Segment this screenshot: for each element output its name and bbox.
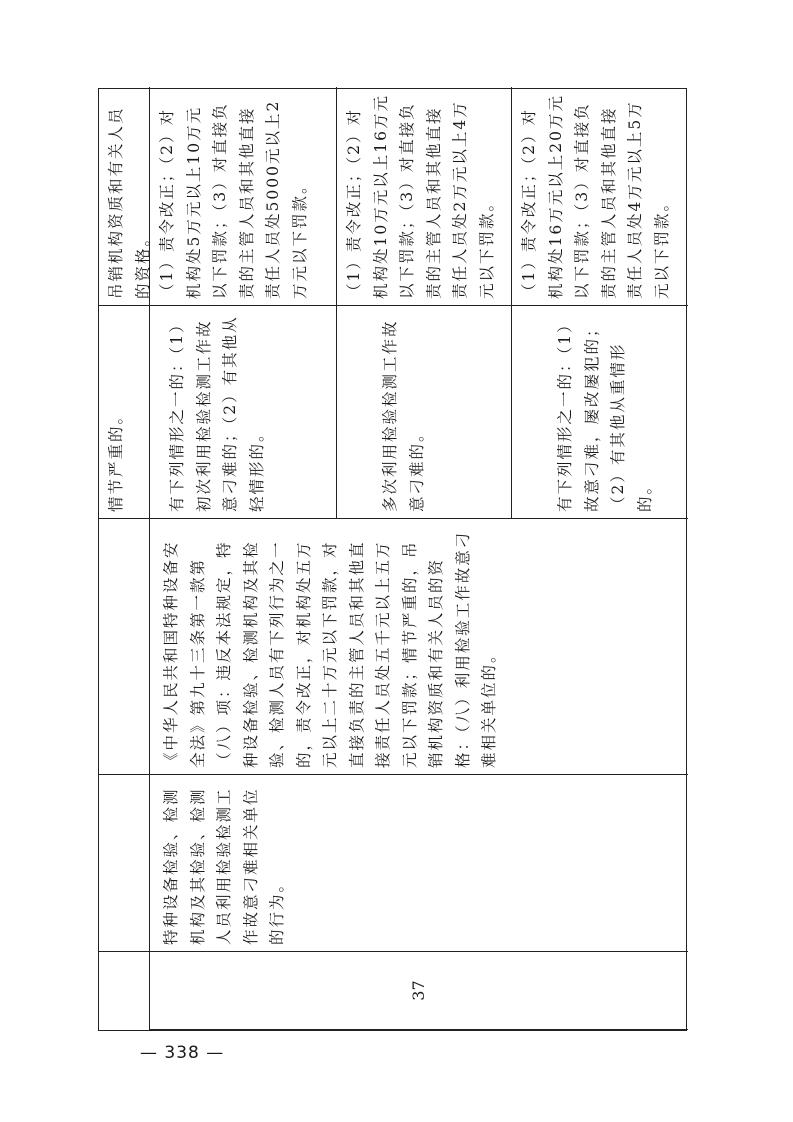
penalty-cell: （1）责令改正；（2）对机构处16万元以上20万元以下罚款；（3）对直接负责的主管人员和其他直接责任人员处4万元以上5万元以下罚款。 [511,87,688,306]
penalty-cell: （1）责令改正；（2）对机构处5万元以上10万元以下罚款；（3）对直接负责的主管人员和其他直接责任人员处5000元以上2万元以下罚款。 [149,87,336,306]
circumstance-cell: 多次利用检验检测工作故意刁难的。 [336,306,511,519]
table-row [99,87,152,1030]
basis-cell [99,519,149,775]
violation-cell: 特种设备检验、检测机构及其检验、检测人员利用检验检测工作故意刁难相关单位的行为。 [149,775,688,952]
seq-cell [99,952,149,1030]
page-number: — 338 — [140,1043,225,1063]
circumstance-cell: 有下列情形之一的：（1）初次利用检验检测工作故意刁难的；（2）有其他从轻情形的。 [149,306,336,519]
violation-cell [99,775,149,952]
penalty-cell: 吊销机构资质和有关人员的资格。 [99,87,149,306]
circumstance-cell: 有下列情形之一的：（1）故意刁难，屡改屡犯的；（2）有其他从重情形的。 [511,306,688,519]
penalty-table [98,88,687,1031]
circumstance-cell: 情节严重的。 [99,306,149,519]
seq-cell: 37 [149,952,688,1030]
legal-basis-cell: 《中华人民共和国特种设备安全法》第九十三条第一款第（八）项：违反本法规定，特种设备检验、检测机构及其检验、检测人员有下列行为之一的，责令改正，对机构处五万元以上二十万元以下罚款，对直接负责的主管人员和其他直接责任人员处五千元以上五万元以下罚款；情节严重的，吊销机构资质和有关人员的资格：（八）利用检验工作故意刁难相关单位的。 [149,519,688,775]
penalty-cell: （1）责令改正；（2）对机构处10万元以上16万元以下罚款；（3）对直接负责的主管人员和其他直接责任人员处2万元以上4万元以下罚款。 [336,87,511,306]
